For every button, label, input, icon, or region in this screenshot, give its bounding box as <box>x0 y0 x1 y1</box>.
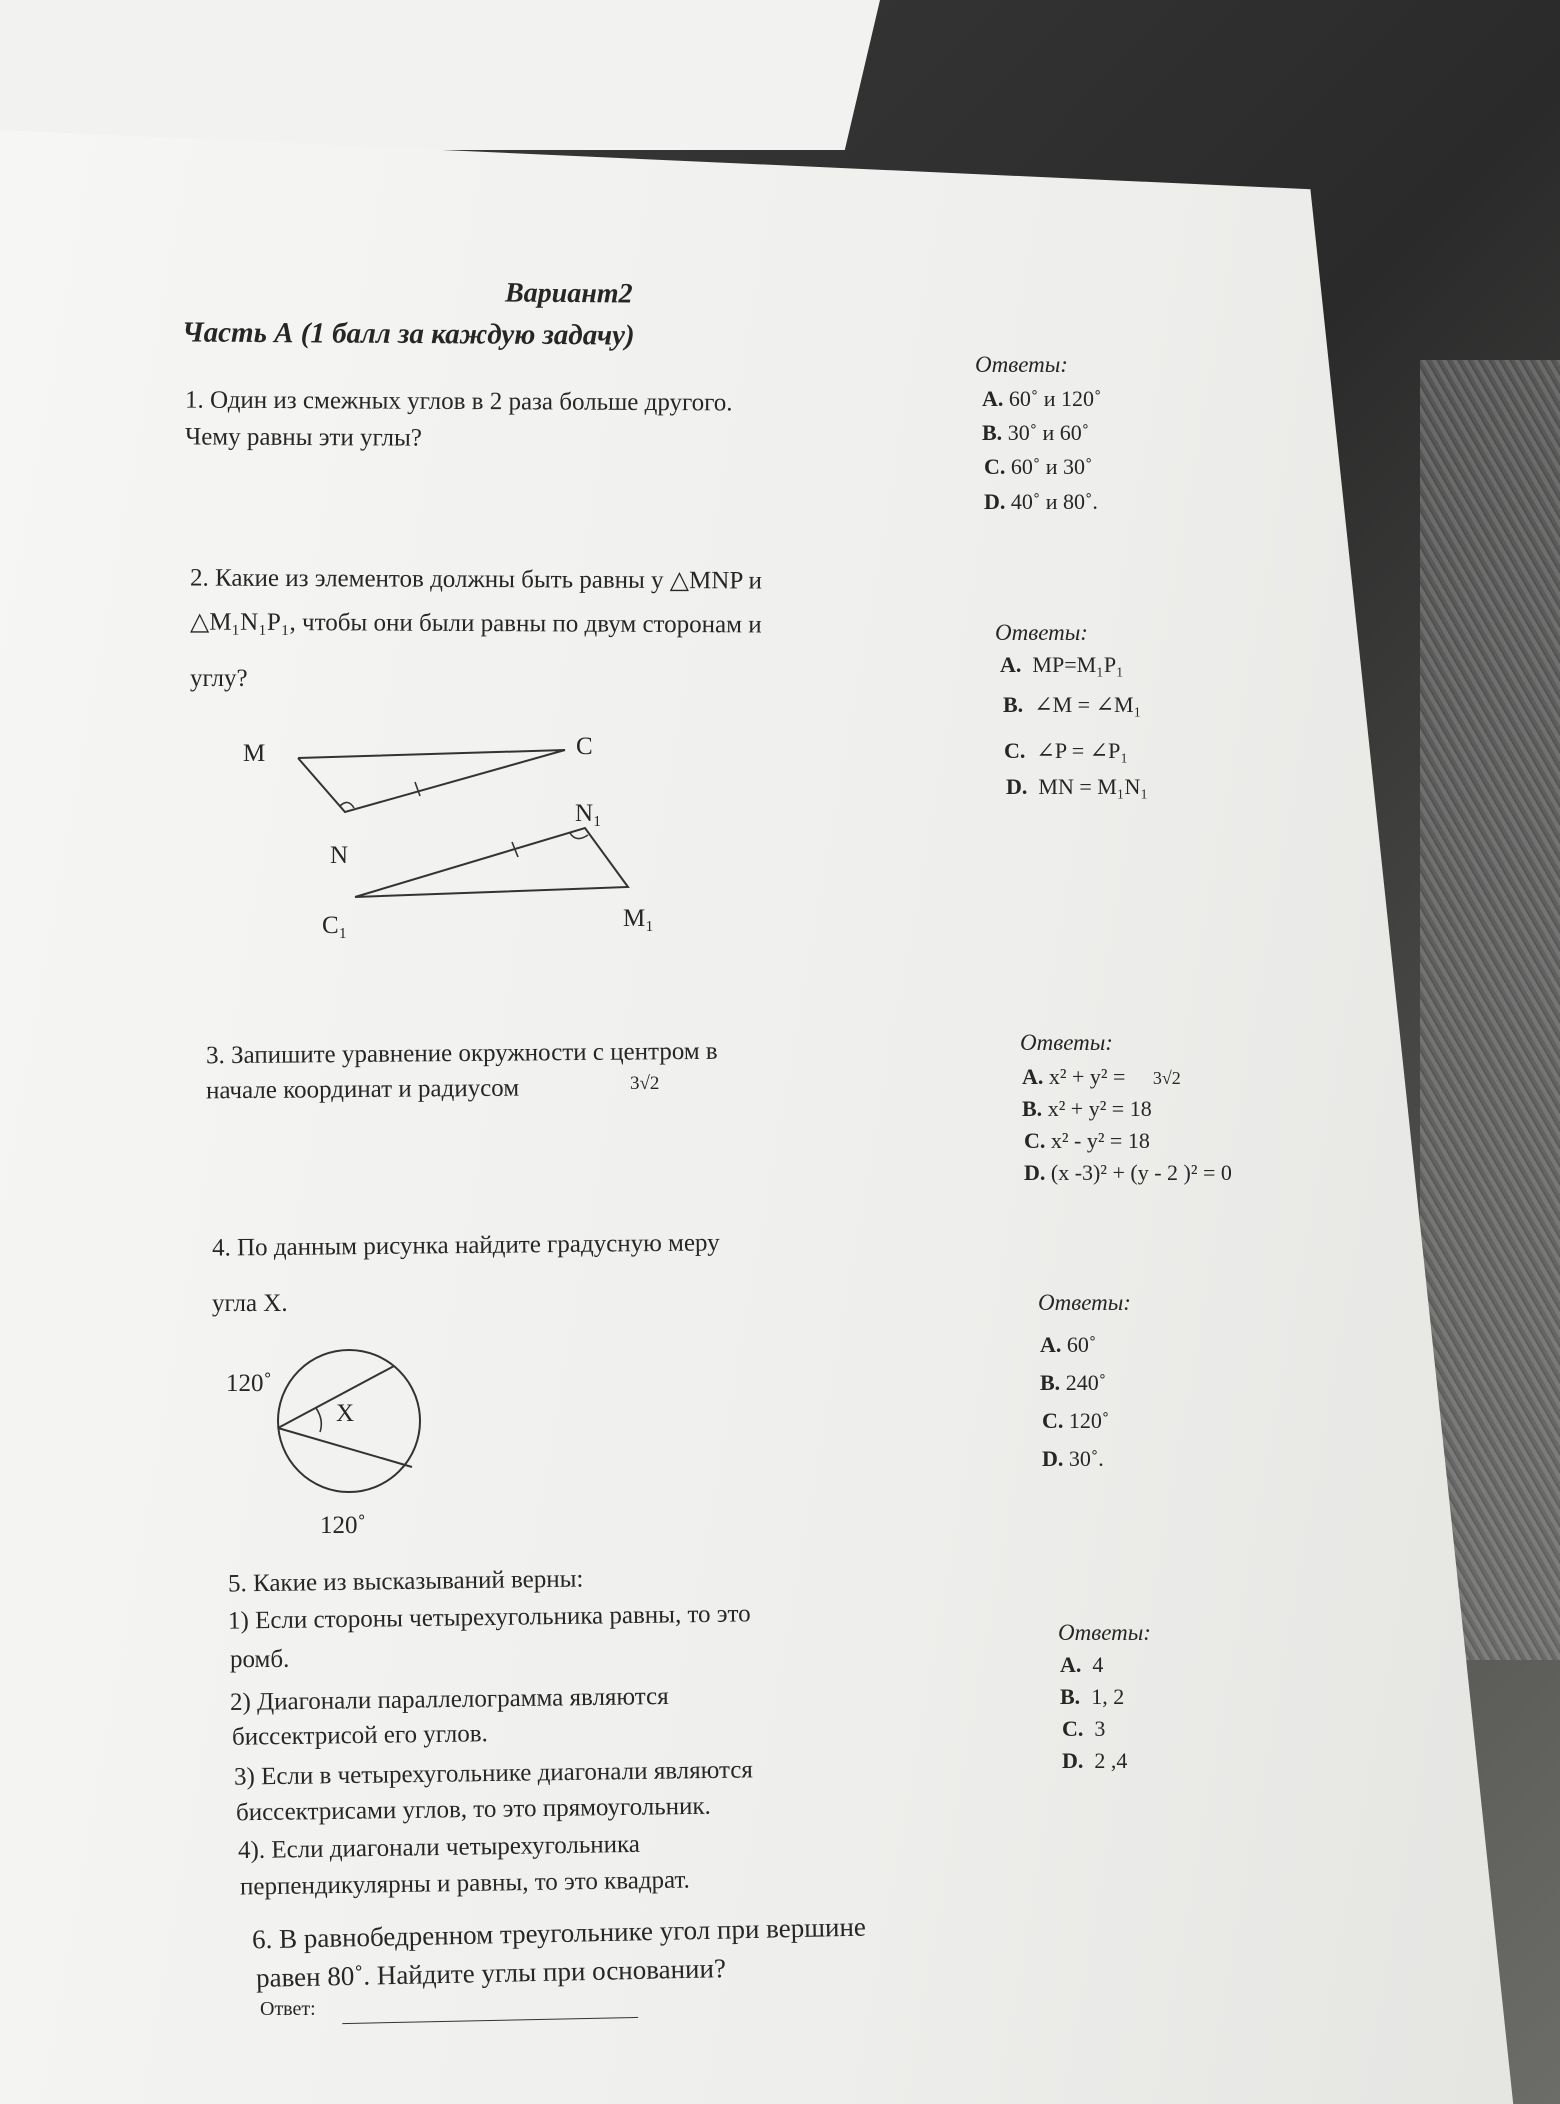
q2-option-b[interactable]: B. ∠M = ∠M₁ <box>1003 692 1142 717</box>
q5-text-line4: 2) Диагонали параллелограмма являются <box>229 1682 669 1717</box>
variant-title: Вариант2 <box>504 277 633 310</box>
q2-label-c1: C₁ <box>322 912 348 939</box>
q3-answers-header: Ответы: <box>1020 1030 1113 1055</box>
q2-option-c[interactable]: C. ∠P = ∠P₁ <box>1004 738 1128 763</box>
q6-text-line1: 6. В равнобедренном треугольнике угол при вершине <box>251 1911 867 1955</box>
q6-answer-label: Ответ: <box>260 1998 316 2020</box>
q2-label-c: C <box>576 733 593 760</box>
q5-text-line5: биссектрисой его углов. <box>231 1720 489 1751</box>
q5-text-line1: 5. Какие из высказываний верны: <box>227 1565 584 1598</box>
q5-text-line8: 4). Если диагонали четырехугольника <box>237 1830 641 1865</box>
q2-label-m1: M₁ <box>623 905 654 932</box>
q4-option-c[interactable]: C. 120˚ <box>1042 1408 1110 1433</box>
q2-text-line2: △M₁N₁P₁, чтобы они были равны по двум сторонам и <box>189 608 762 639</box>
q1-option-c[interactable]: C. 60˚ и 30˚ <box>984 454 1093 479</box>
q5-text-line6: 3) Если в четырехугольнике диагонали являются <box>233 1756 754 1791</box>
q2-option-d[interactable]: D. MN = M₁N₁ <box>1006 774 1149 799</box>
q1-option-d[interactable]: D. 40˚ и 80˚. <box>984 489 1098 514</box>
q5-option-c[interactable]: C. 3 <box>1062 1716 1106 1741</box>
q4-arc-top-label: 120˚ <box>226 1370 272 1397</box>
q2-label-n: N <box>330 842 349 869</box>
q2-text-line3: углу? <box>190 665 248 692</box>
q4-option-d[interactable]: D. 30˚. <box>1042 1446 1104 1471</box>
q2-label-m: M <box>243 740 266 767</box>
q1-text-line2: Чему равны эти углы? <box>184 423 422 452</box>
q6-text-line2: равен 80˚. Найдите углы при основании? <box>255 1953 727 1993</box>
q5-text-line9: перпендикулярны и равны, то это квадрат. <box>239 1866 691 1901</box>
q2-option-a[interactable]: A. MP=M₁P₁ <box>1000 652 1124 677</box>
q5-option-d[interactable]: D. 2 ,4 <box>1062 1748 1128 1773</box>
q3-option-b[interactable]: B. x² + y² = 18 <box>1022 1096 1152 1121</box>
q3-radius-value: 3√2 <box>630 1073 660 1094</box>
q2-label-n1: N₁ <box>575 800 602 827</box>
q3-option-a[interactable]: A. x² + y² = 3√2 <box>1022 1064 1181 1089</box>
q4-option-a[interactable]: A. 60˚ <box>1040 1332 1097 1357</box>
q4-text-line2: угла X. <box>212 1290 288 1317</box>
q2-text-line1: 2. Какие из элементов должны быть равны у △MNP и <box>189 564 763 595</box>
q1-option-a[interactable]: A. 60˚ и 120˚ <box>982 386 1102 411</box>
q3-option-c[interactable]: C. x² - y² = 18 <box>1024 1128 1150 1153</box>
q3-option-d[interactable]: D. (x -3)² + (y - 2 )² = 0 <box>1024 1160 1232 1185</box>
q4-answers-header: Ответы: <box>1038 1290 1131 1315</box>
q5-option-b[interactable]: B. 1, 2 <box>1060 1684 1125 1709</box>
q4-text-line1: 4. По данным рисунка найдите градусную меру <box>211 1229 720 1262</box>
q1-text-line1: 1. Один из смежных углов в 2 раза больше другого. <box>184 386 733 417</box>
q4-arc-bottom-label: 120˚ <box>320 1512 366 1539</box>
q3-text-line1: 3. Запишите уравнение окружности с центром в <box>205 1037 718 1070</box>
q5-option-a[interactable]: A. 4 <box>1060 1652 1104 1677</box>
q5-text-line2: 1) Если стороны четырехугольника равны, то это <box>227 1600 751 1635</box>
q5-answers-header: Ответы: <box>1058 1620 1151 1645</box>
q4-angle-x-label: X <box>336 1400 355 1427</box>
q5-text-line7: биссектрисами углов, то это прямоугольник. <box>235 1792 711 1827</box>
q4-option-b[interactable]: B. 240˚ <box>1040 1370 1107 1395</box>
q2-answers-header: Ответы: <box>995 620 1088 645</box>
q5-text-line3: ромб. <box>230 1646 290 1673</box>
q1-answers-header: Ответы: <box>975 352 1068 377</box>
part-title: Часть А (1 балл за каждую задачу) <box>181 316 635 352</box>
q3-text-line2: начале координат и радиусом <box>205 1074 520 1105</box>
q1-option-b[interactable]: B. 30˚ и 60˚ <box>982 420 1090 445</box>
